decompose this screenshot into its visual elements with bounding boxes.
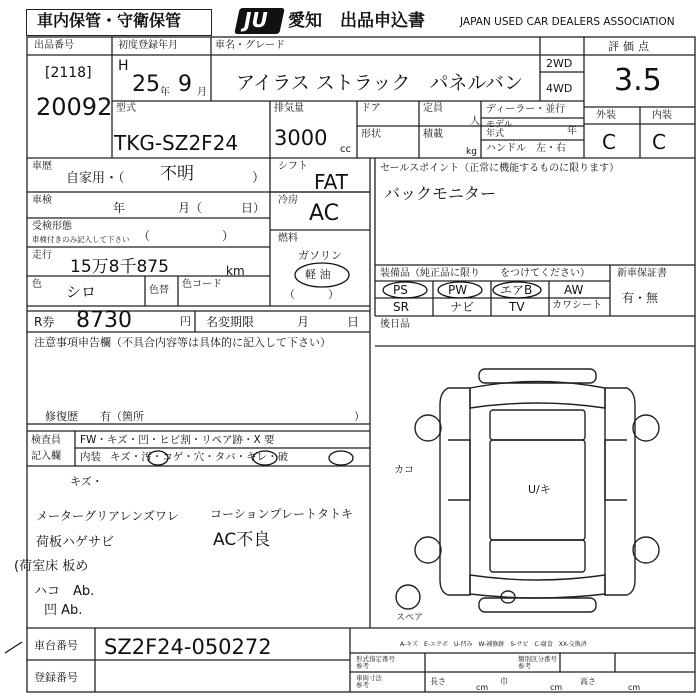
displacement-unit: cc [340,144,351,155]
equipment-sr: SR [393,300,409,314]
model-year-unit: 年 [567,126,577,137]
inspection-year-unit: 年 [113,201,126,215]
load-unit: kg [466,147,477,157]
reg-number-label: 登録番号 [34,671,78,684]
grade-score: 3.5 [614,63,662,98]
equipment-ps: PS [393,283,408,297]
displacement-value: 3000 [274,126,328,150]
shift-label: シフト [278,161,308,172]
mileage-unit: km [226,264,245,278]
door-label: ドア [361,103,381,114]
spare-label: スペア [396,613,424,623]
remark-4: 荷板ハゲサビ [36,535,115,550]
model-year-label: モデル年式 [486,120,513,139]
registration-year: 25 [132,72,160,97]
recycle-value: 8730 [76,308,132,333]
equipment-tv: TV [509,300,525,314]
remark-1: キズ・ [70,475,103,488]
chassis-label: 車台番号 [34,639,78,652]
capacity-label: 定員 [423,103,443,114]
chassis-value: SZ2F24-050272 [104,635,272,659]
bottom-row1: 形式指定番号 参考 [356,655,395,670]
history-label: 車歴 [32,161,52,172]
registration-era: H [118,58,129,74]
selling-points-label: セールスポイント（正常に機能するものに限ります） [380,163,620,174]
registration-month: 9 [178,72,192,97]
repair-close: ） [354,410,365,423]
checker-row1: FW・キズ・凹・ヒビ割・リペア跡・X 要 [80,434,275,446]
car-name-label: 車名・グレード [215,40,285,51]
bottom-length: 長さ [430,677,446,686]
interior-label: 内装 [652,110,672,121]
checker-label-2: 記入欄 [31,451,61,462]
checker-label-1: 検査員 [31,435,61,446]
recycle-unit: 円 [180,315,191,328]
cooler-value: AC [309,201,340,226]
remark-2: メーターグリアレンズワレ [36,509,179,523]
checker-row2: キズ・汚・コゲ・穴・タバ・キレ・破 [110,451,289,463]
logo-text: JU [244,8,268,32]
warranty-value: 有・無 [622,291,659,305]
lot-number: 20092 [36,93,113,121]
color-code-label: 色コード [182,279,222,290]
equipment-navi: ナビ [450,300,475,314]
lot-label: 出品番号 [34,40,74,51]
remark-8: 凹 Ab. [44,603,83,618]
bottom-cm-2: cm [550,683,563,692]
exterior-label: 外装 [596,110,616,121]
registration-year-unit: 年 [160,87,170,98]
color-change-label: 色替 [149,285,169,296]
color-value: シロ [66,283,97,301]
inspection-label: 車検 [32,195,52,206]
lot-small-number: [2118] [45,65,92,81]
legend: A-キズ E-エクボ U-凹み W-補修跡 S-サビ C-腐食 XX-交換済 [400,641,587,648]
remark-6: (荷室床 板め [14,559,89,574]
equipment-leather: カワシート [552,300,602,311]
remark-7: ハコ Ab. [34,584,95,599]
org-name: 愛知 [288,11,322,31]
inspection-day-unit: 日） [241,201,266,215]
name-change-day: 日 [347,315,360,329]
inspection-month-unit: 月（ [178,201,203,215]
recycle-label: R券 [34,315,55,329]
equipment-airbag: エアB [500,283,533,297]
bottom-width: 巾 [500,677,508,686]
notes-label: 注意事項申告欄（不具合内容等は具体的に記入して下さい） [34,336,331,349]
shift-value: FAT [314,170,349,194]
fuel-paren: （ ） [284,288,339,301]
displacement-label: 排気量 [274,103,304,114]
warranty-label: 新車保証書 [617,268,667,279]
diagram-note-1: カコ [394,465,414,476]
mileage-value: 15万8千875 [70,257,169,277]
selling-points-value: バックモニター [384,184,497,203]
storage-label: 車内保管・守衛保管 [37,11,182,30]
reception-sublabel: 車検付きのみ記入して下さい [32,235,130,244]
bottom-row1b: 類別区分番号 参考 [518,655,557,670]
registration-month-unit: 月 [197,87,207,98]
form-title: 出品申込書 [340,11,425,31]
mileage-label: 走行 [32,250,52,261]
handle-options: 左・右 [536,143,566,154]
english-name: JAPAN USED CAR DEALERS ASSOCIATION [460,16,675,28]
drive-2wd: 2WD [546,57,573,70]
name-change-label: 名変期限 [206,315,255,329]
reception-value: （ ） [138,229,235,243]
handle-label: ハンドル [486,143,526,154]
drive-4wd: 4WD [546,82,573,95]
model-label: 型式 [116,103,136,114]
dealer-label: ディーラー・並行 [486,104,566,115]
car-name-value: アイラス ストラック パネルバン [236,72,524,94]
equipment-pw: PW [448,283,468,297]
cooler-label: 冷房 [278,195,298,206]
bottom-height: 高さ [580,677,596,686]
equipment-aw: AW [564,283,584,297]
equipment-label: 装備品（純正品に限り をつけてください） [380,268,590,279]
grade-label: 評価点 [608,40,653,53]
model-value: TKG-SZ2F24 [114,131,239,155]
fuel-gasoline: ガソリン [298,249,342,262]
remark-3: コーションプレートタトキ [210,507,354,521]
load-label: 積載 [423,129,443,140]
remark-5: AC不良 [213,530,271,550]
bottom-row2: 車両寸法 参考 [356,674,382,689]
bottom-cm-1: cm [476,683,489,692]
color-label: 色 [32,279,42,290]
history-hand: 不明 [160,164,194,184]
bottom-cm-3: cm [628,683,641,692]
reception-label: 受検形態 [32,221,72,232]
shape-label: 形状 [361,129,381,140]
interior-value: C [652,130,666,154]
fuel-diesel: 軽 油 [305,268,331,281]
registration-label: 初度登録年月 [118,40,178,51]
diagram-note-2: U/キ [528,483,551,496]
repair-label: 修復歴 有（箇所 [45,410,144,423]
history-close: ） [252,171,266,186]
name-change-month: 月 [297,315,310,329]
post-date-label: 後日品 [380,319,410,330]
fuel-label: 燃料 [278,233,298,244]
capacity-unit: 人 [470,116,480,127]
exterior-value: C [602,130,616,154]
history-value: 自家用・（ [66,171,125,186]
checker-row2-label: 内装 [80,451,101,463]
